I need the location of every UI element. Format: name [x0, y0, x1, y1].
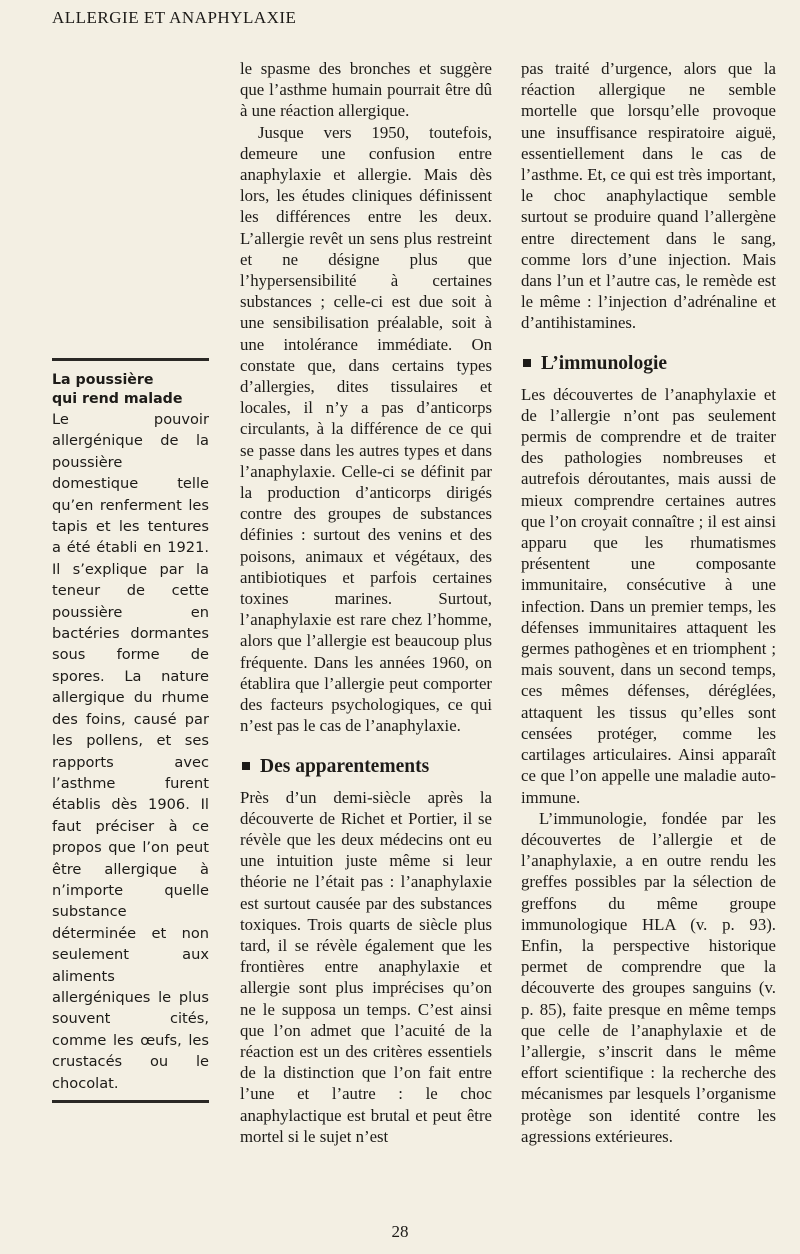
sidebar-title: [52, 371, 209, 409]
paragraph: Jusque vers 1950, toutefois, demeure une confusion entre anaphylaxie et allergie. Mais dès lors, les études cliniques définissent les différences entre les deux. L’allergie revêt un sens plus restreint et ne désigne plus que l’hypersensibilité à certaines substances ; celle-ci est due soit à une sensibilisation préalable, soit à une intolérance immédiate. On constate que, dans certains types d’allergies, dites tissulaires et locales, il n’y a pas d’anticorps circulants, à la différence de ce qui se passe dans les autres types et dans l’anaphylaxie. Celle-ci se définit par la production d’anticorps dirigés contre des groupes de substances définies : surtout des venins et des poisons, animaux et végétaux, des antibiotiques et parfois certaines toxines marines. Surtout, l’anaphylaxie est rare chez l’homme, alors que l’allergie est beaucoup plus fréquente. Dans les années 1960, on établira que l’allergie peut comporter des facteurs psychologiques, ce qui n’est pas le cas de l’anaphylaxie.: [240, 122, 492, 736]
running-head: ALLERGIE ET ANAPHYLAXIE: [52, 8, 297, 27]
square-bullet-icon: [523, 359, 531, 367]
section-heading-text: Des apparentements: [260, 755, 430, 777]
sidebar-title-line: La poussière: [52, 372, 154, 388]
section-heading: [521, 352, 776, 376]
section-heading: [240, 755, 492, 779]
paragraph: le spasme des bronches et suggère que l’asthme humain pourrait être dû à une réaction allergique.: [240, 59, 492, 121]
sidebar-title-line: qui rend malade: [52, 391, 183, 407]
text-column-right: [521, 58, 776, 1147]
page-number: 28: [391, 1222, 409, 1241]
sidebar-paragraph: Le pouvoir allergénique de la poussière domestique telle qu’en renferment les tapis et les tentures a été établi en 1921. Il s’explique par la teneur de cette poussière en bactéries dormantes sous forme de spores. La nature allergique du rhume des foins, causé par les pollens, et ses rapports avec l’asthme furent établis dès 1906. Il faut préciser à ce propos que l’on peut être allergique à n’importe quelle substance déterminée et non seulement aux aliments allergéniques le plus souvent cités, comme les œufs, les crustacés ou le chocolat.: [52, 411, 209, 1092]
section-heading-text: L’immunologie: [541, 352, 668, 374]
sidebar-body: [52, 409, 209, 1094]
square-bullet-icon: [242, 762, 250, 770]
sidebar-box: [52, 358, 209, 1103]
paragraph: pas traité d’urgence, alors que la réaction allergique ne semble mortelle que lorsqu’elle provoque une insuffisance respiratoire aiguë, essentiellement dans le cas de l’asthme. Et, ce qui est très important, le choc anaphylactique semble surtout se produire quand l’allergène entre directement dans le sang, comme lors d’une injection. Mais dans l’un et l’autre cas, le remède est le même : l’injection d’adrénaline et d’antihistamines.: [521, 59, 776, 333]
paragraph: Les découvertes de l’anaphylaxie et de l’allergie n’ont pas seulement permis de comprendre et de traiter des pathologies nombreuses et autrefois déroutantes, mais aussi de mieux comprendre certaines autres que l’on croyait connaître ; il est ainsi apparu que les rhumatismes présentent une composante immunitaire, consécutive à une infection. Dans un premier temps, les défenses immunitaires attaquent les germes pathogènes et en triomphent ; mais souvent, dans un second temps, ces mêmes défenses, déréglées, attaquent les tissus qu’elles sont censées protéger, comme les cartilages articulaires. Ainsi apparaît ce que l’on appelle une maladie auto-immune.: [521, 384, 776, 807]
paragraph: L’immunologie, fondée par les découvertes de l’allergie et de l’anaphylaxie, a en outre rendu les greffes possibles par la sélection de greffons du même groupe immunologique HLA (v. p. 93). Enfin, la perspective historique permet de comprendre que la découverte des groupes sanguins (v. p. 85), faite presque en même temps que celle de l’anaphylaxie et de l’allergie, s’inscrit dans le même effort scientifique : la recherche des mécanismes par lesquels l’organisme protège son identité contre les agressions extérieures.: [521, 808, 776, 1146]
text-column-left: [240, 58, 492, 1147]
paragraph: Près d’un demi-siècle après la découverte de Richet et Portier, il se révèle que les deux médecins ont eu une intuition juste même si leur théorie ne l’était pas : l’anaphylaxie est surtout causée par des substances toxiques. Trois quarts de siècle plus tard, il se révèle également que les frontières entre anaphylaxie et allergie sont plus imprécises qu’on ne le supposa un temps. C’est ainsi que l’on admet que l’acuité de la réaction est un des critères essentiels de la distinction que l’on fait entre l’une et l’autre : le choc anaphylactique est brutal et peut être mortel si le sujet n’est: [240, 787, 492, 1146]
